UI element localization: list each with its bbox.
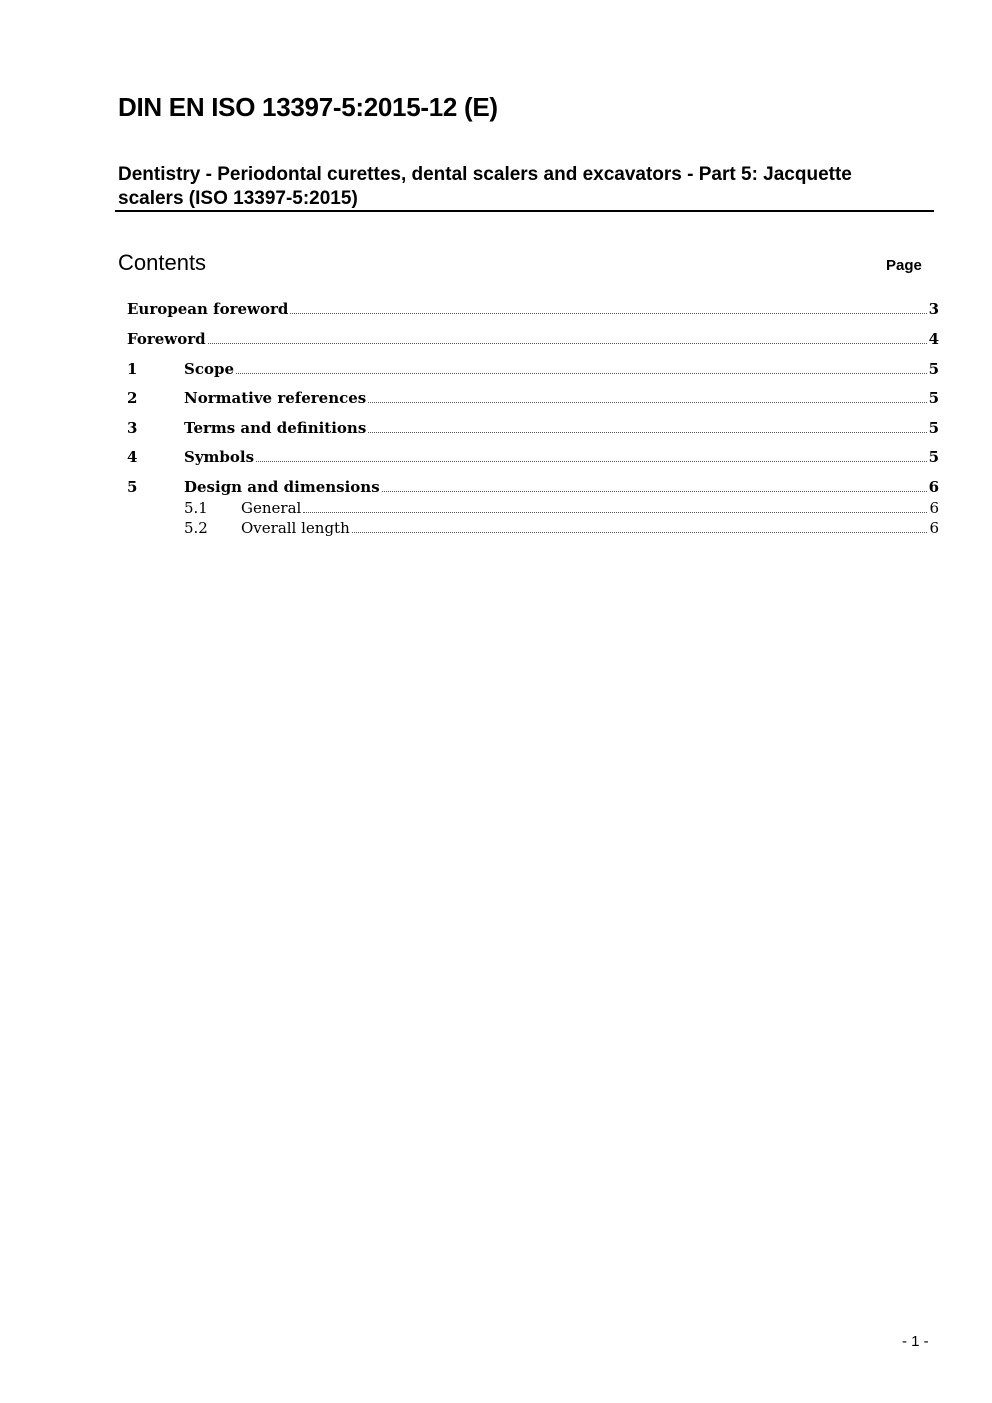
- toc-entry-symbols[interactable]: [127, 448, 939, 470]
- toc-dot-leader: [290, 312, 926, 314]
- toc-entry-overall-length[interactable]: [127, 519, 939, 539]
- toc-entry-scope[interactable]: [127, 360, 939, 382]
- toc-entry-design-and-dimensions[interactable]: [127, 478, 939, 500]
- toc-dot-leader: [256, 460, 927, 462]
- toc-entry-number: 1: [127, 360, 138, 378]
- toc-entry-page: 6: [928, 478, 939, 496]
- toc-entry-text: Symbols: [184, 448, 255, 466]
- toc-entry-text: Overall length: [241, 519, 350, 537]
- toc-entry-number: 5: [127, 478, 138, 496]
- toc-dot-leader: [208, 342, 927, 344]
- toc-entry-page: 5: [928, 389, 939, 407]
- toc-entry-page: 5: [928, 448, 939, 466]
- toc-dot-leader: [382, 490, 927, 492]
- toc-entry-number: 5.1: [184, 499, 208, 517]
- toc-entry-european-foreword[interactable]: [127, 300, 939, 322]
- toc-entry-normative-references[interactable]: [127, 389, 939, 411]
- toc-entry-foreword[interactable]: [127, 330, 939, 352]
- toc-entry-text: Design and dimensions: [184, 478, 380, 496]
- toc-entry-page: 6: [929, 519, 939, 537]
- toc-dot-leader: [368, 431, 926, 433]
- toc-entry-page: 5: [928, 360, 939, 378]
- toc-entry-text: Normative references: [184, 389, 367, 407]
- toc-entry-general[interactable]: [127, 499, 939, 519]
- toc-entry-page: 4: [928, 330, 939, 348]
- toc-entry-page: 3: [928, 300, 939, 318]
- footer-page-number: - 1 -: [902, 1333, 929, 1350]
- contents-heading: Contents: [118, 250, 207, 275]
- toc-entry-number: 4: [127, 448, 138, 466]
- toc-entry-text: European foreword: [127, 300, 289, 318]
- toc-entry-number: 3: [127, 419, 138, 437]
- toc-entry-number: 5.2: [184, 519, 208, 537]
- toc-entry-page: 5: [928, 419, 939, 437]
- toc-entry-page: 6: [929, 499, 939, 517]
- toc-entry-terms-and-definitions[interactable]: [127, 419, 939, 441]
- document-title: Dentistry - Periodontal curettes, dental scalers and excavators - Part 5: Jacquette scalers (ISO 13397-5:2015): [118, 164, 852, 209]
- toc-dot-leader: [368, 401, 926, 403]
- toc-entry-number: 2: [127, 389, 138, 407]
- toc-entry-text: Scope: [184, 360, 235, 378]
- toc-dot-leader: [303, 511, 927, 513]
- toc-dot-leader: [236, 372, 927, 374]
- title-divider: [115, 210, 934, 212]
- toc-dot-leader: [352, 531, 928, 533]
- page-column-label: Page: [886, 257, 922, 274]
- toc-entry-text: General: [241, 499, 302, 517]
- toc-entry-text: Foreword: [127, 330, 206, 348]
- toc-entry-text: Terms and definitions: [184, 419, 367, 437]
- document-id: DIN EN ISO 13397-5:2015-12 (E): [118, 92, 498, 122]
